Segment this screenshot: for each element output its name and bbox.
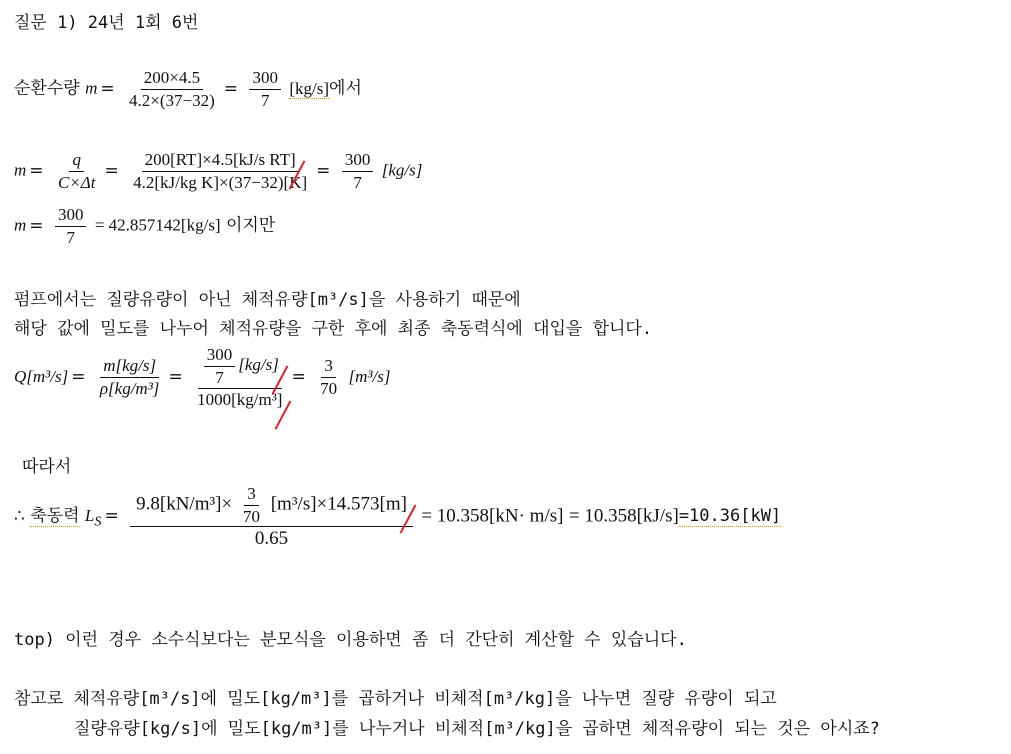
nested-numerator [198,345,282,389]
pump-paragraph-a: 펌프에서는 질량유량이 아닌 체적유량[m³/s]을 사용하기 때문에 [14,290,521,310]
fraction-3-70 [317,356,340,398]
denominator-065: 0.65 [254,528,289,550]
volume-flow-line: Q[m³/s] = $\frac{m[kg/s]}{\text{ρ[kg/m³]}}$ = $\frac{300}{7}$ [kg/s] 1000[kg/m³] = $\frac{3}{70}$ [m³/s] [14,345,391,410]
denominator-rho: ρ[kg/m³] [99,378,160,398]
fraction-2-numerator: 300 [249,68,281,90]
denominator-1000: 1000[kg/m³] [197,390,283,410]
denominator-cdt: C×Δt [57,172,96,192]
inner-fraction [240,484,263,526]
result-kj-s: = 10.358[kJ/s] [568,505,679,527]
unit-m3-s: [m³/s] [348,366,391,386]
fraction-units [130,150,310,192]
result-numerator: 300 [342,150,374,172]
mass-flow-value: = 42.857142[kg/s] [94,215,221,235]
unit-kg-s-2: [kg/s] [381,160,423,180]
shaft-power-line: ∴ 축동력 $L_S$ = 9.8[kN/m³]× $\frac{3}{70}$ [m³/s]×14.573[m] 0.65 = 10.358[kN· m/s] = 10.358[kJ/s]=10.36[kW] [14,484,782,550]
mass-flow-value-line: m = $\frac{300}{7}$ = 42.857142[kg/s] 이지만 [14,205,276,247]
fraction-m-rho [97,356,163,398]
denominator-units-text: 4.2[kJ/kg K]×(37−32)[K] [133,172,308,192]
tip-text: top) 이런 경우 소수식보다는 분모식을 이용하면 좀 더 간단히 계산할 수 있습니다. [14,630,687,650]
result-denominator: 7 [353,172,362,192]
suffix-text: 에서 [329,78,362,99]
num-300: 300 [55,205,87,227]
nested-den-7: 7 [215,367,224,387]
numerator-units [142,150,299,172]
fraction-1 [126,68,218,110]
mass-symbol: m [85,78,98,98]
fraction-q-cdt [55,150,99,192]
den-7: 7 [66,227,75,247]
num-3: 3 [321,356,336,378]
question-title: 질문 1) 24년 1회 6번 [14,13,199,33]
therefore-symbol: ∴ [14,506,25,527]
shaft-power-label: 축동력 [30,506,80,527]
fraction-2 [249,68,281,110]
fraction-result [342,150,374,192]
result-kw: =10.36[kW] [678,506,782,527]
numerator-m: m[kg/s] [100,356,159,378]
numerator-q: q [69,150,84,172]
circulation-label: 순환수량 [14,78,80,99]
nested-num-300: 300 [204,345,236,367]
fraction-300-7 [55,205,87,247]
reference-line-b: 질량유량[kg/s]에 밀도[kg/m³]를 나누거나 비체적[m³/kg]을 곱하면 체적유량이 되는 것은 아시죠? [74,719,880,739]
den-70: 70 [320,378,338,398]
fraction-1-numerator: 200×4.5 [141,68,203,90]
ls-symbol: $L_S$ [84,506,102,530]
q-symbol: Q[m³/s] [14,366,69,386]
nested-fraction [204,345,236,387]
reference-line-a: 참고로 체적유량[m³/s]에 밀도[kg/m³]를 곱하거나 비체적[m³/kg]을 나누면 질량 유량이 되고 [14,689,777,709]
ls-subscript: S [94,513,102,530]
unit-kg-s: [kg/s] [289,78,330,98]
numerator-part-a: 9.8[kN/m³]× [136,493,233,515]
inner-den-70: 70 [242,506,260,526]
suffix-but: 이지만 [226,215,276,236]
result-kn-m-s: = 10.358[kN· m/s] [421,505,564,527]
pump-paragraph-b: 해당 값에 밀도를 나누어 체적유량을 구한 후에 최종 축동력식에 대입을 합니다. [14,319,653,339]
therefore-text: 따라서 [22,457,72,477]
shaft-power-fraction [130,484,413,550]
shaft-numerator [130,484,413,527]
fraction-nested [194,345,285,410]
nested-unit: [kg/s] [238,354,279,374]
fraction-1-denominator: 4.2×(37−32) [129,90,215,110]
mass-flow-formula-line: m = $\frac{q}{C\times\Delta t}$ = $\frac{\text{200[RT]×4.5[kJ/s RT]}}{\text{4.2[kJ/kg K]×(37−32)[K]}}$ = $\frac{300}{7}$ [kg/s] [14,150,423,192]
circulation-flow-line: 순환수량 m = $\frac{200\times 4.5}{4.2\times(37-32)}$ = $\frac{300}{7}$ [kg/s]에서 [14,68,362,110]
numerator-part-b: [m³/s]×14.573[m] [270,493,407,515]
denominator-units [130,172,310,193]
inner-num-3: 3 [244,484,259,506]
fraction-2-denominator: 7 [260,90,270,110]
numerator-units-text: 200[RT]×4.5[kJ/s RT] [144,150,296,169]
